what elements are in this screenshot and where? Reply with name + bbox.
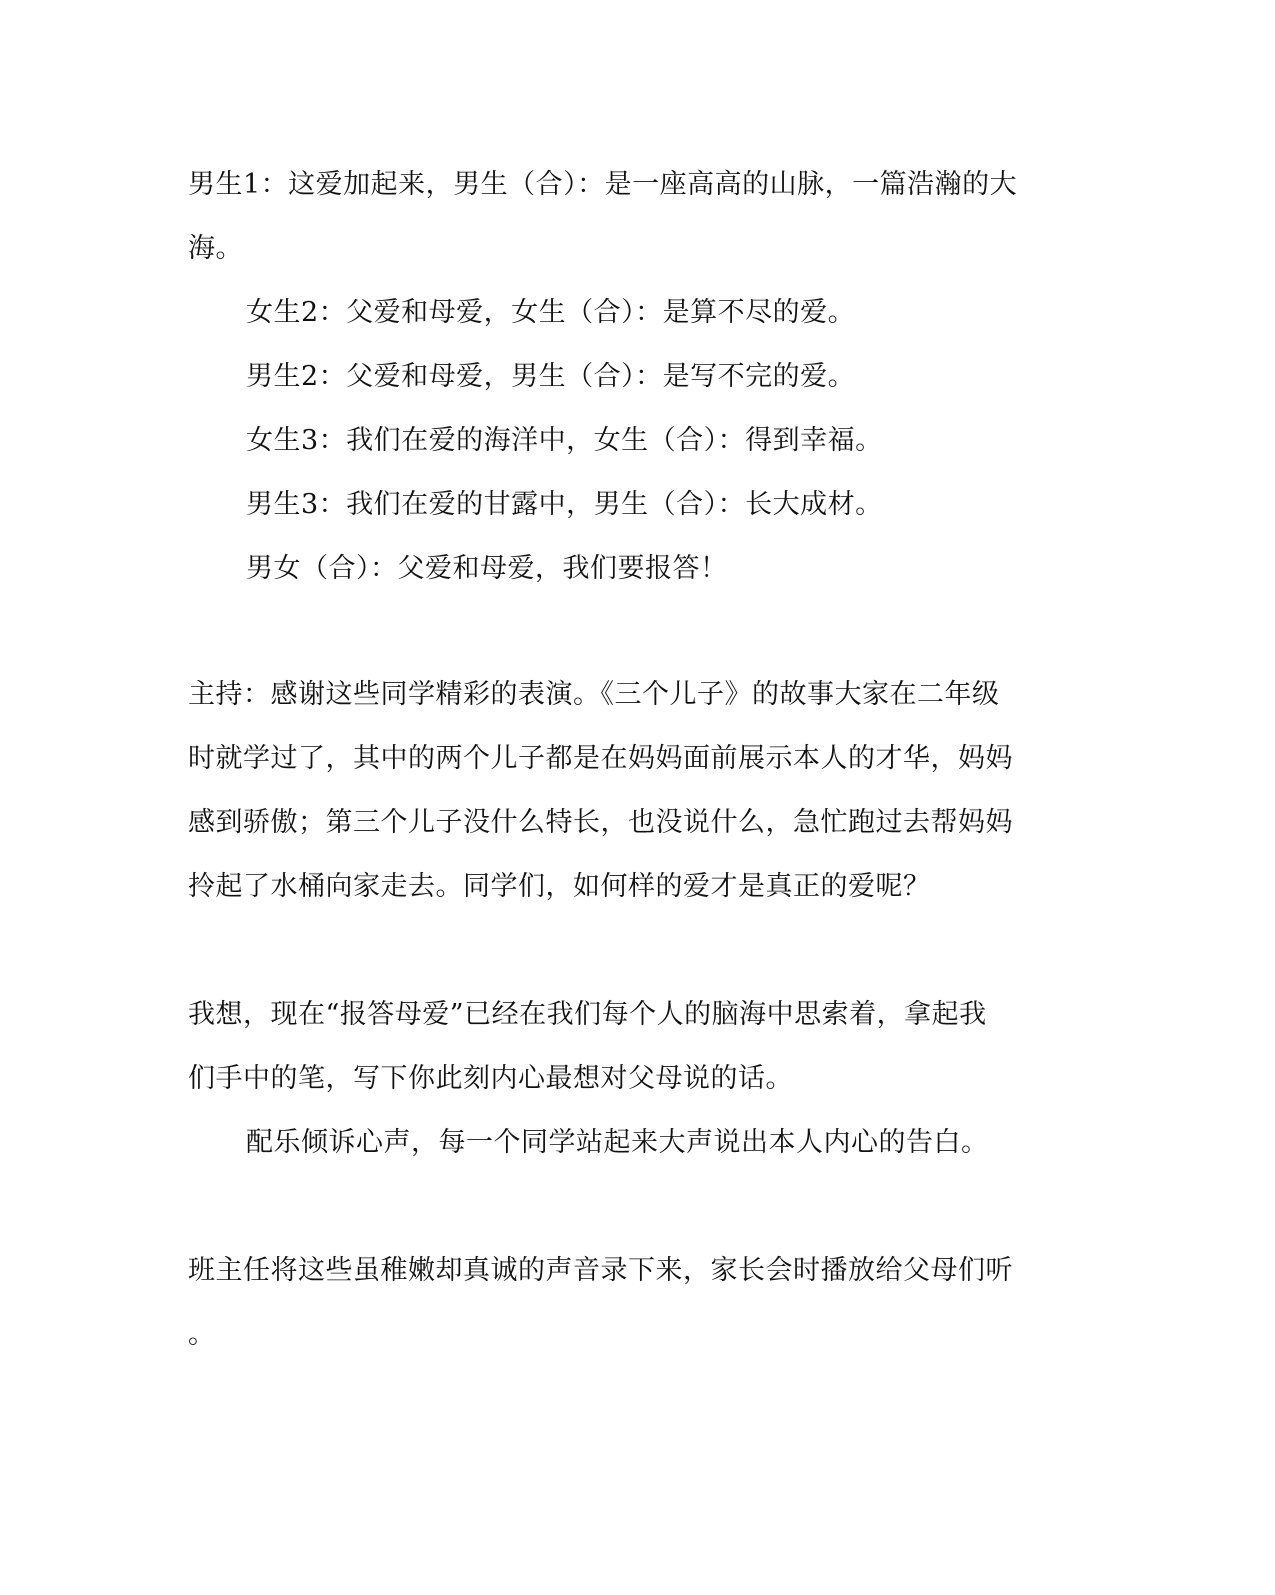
text-line: 男生3：我们在爱的甘露中，男生（合）：长大成材。	[246, 489, 883, 520]
text-line: 。	[188, 1319, 216, 1350]
text-line: 拎起了水桶向家走去。同学们，如何样的爱才是真正的爱呢？	[188, 871, 931, 902]
text-line: 班主任将这些虽稚嫩却真诚的声音录下来，家长会时播放给父母们听	[188, 1255, 1013, 1286]
text-line: 海。	[188, 233, 243, 264]
text-line: 我想，现在“报答母爱”已经在我们每个人的脑海中思索着，拿起我	[188, 999, 987, 1030]
text-line: 女生3：我们在爱的海洋中，女生（合）：得到幸福。	[246, 425, 883, 456]
text-line: 女生2：父爱和母爱，女生（合）：是算不尽的爱。	[246, 297, 856, 328]
text-line: 们手中的笔，写下你此刻内心最想对父母说的话。	[188, 1063, 793, 1094]
text-line: 配乐倾诉心声，每一个同学站起来大声说出本人内心的告白。	[246, 1127, 989, 1158]
text-line: 男生2：父爱和母爱，男生（合）：是写不完的爱。	[246, 361, 856, 392]
text-line: 时就学过了，其中的两个儿子都是在妈妈面前展示本人的才华，妈妈	[188, 743, 1013, 774]
text-line: 感到骄傲；第三个儿子没什么特长，也没说什么，急忙跑过去帮妈妈	[188, 807, 1013, 838]
text-line: 男生1：这爱加起来，男生（合）：是一座高高的山脉，一篇浩瀚的大	[188, 169, 1018, 200]
text-line: 主持：感谢这些同学精彩的表演。《三个儿子》的故事大家在二年级	[188, 679, 1000, 710]
text-line: 男女（合）：父爱和母爱，我们要报答！	[246, 553, 728, 584]
